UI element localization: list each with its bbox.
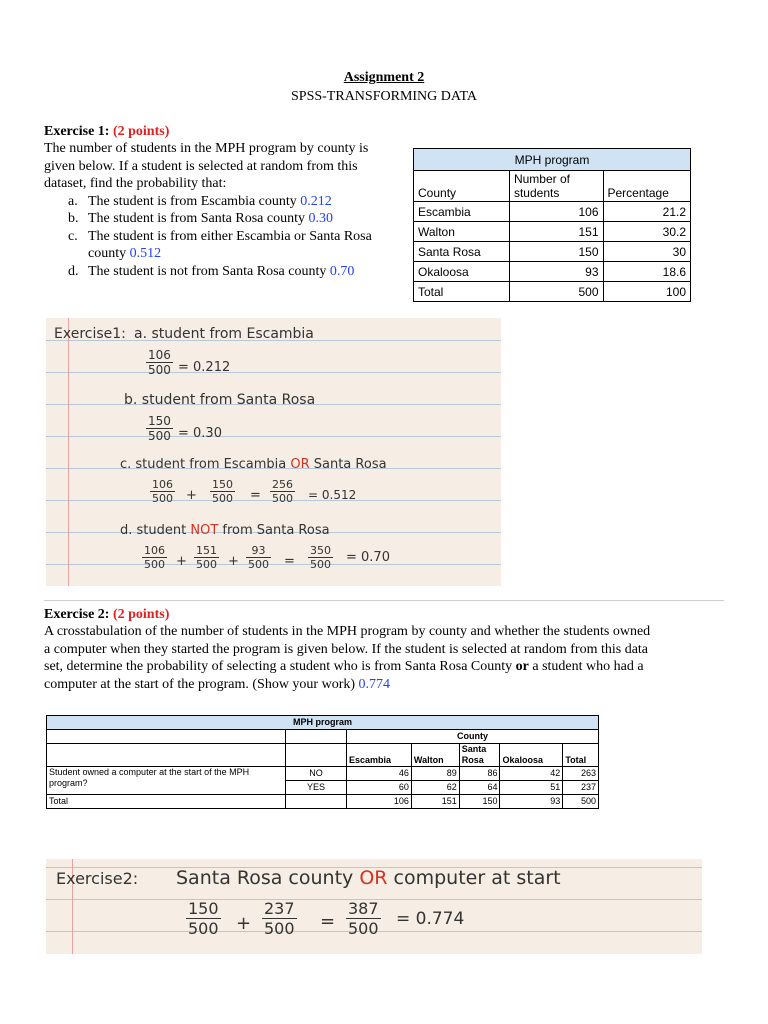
fraction	[146, 414, 173, 443]
or-text: OR	[290, 457, 310, 472]
text: Santa Rosa	[309, 457, 387, 472]
work-line	[176, 867, 561, 889]
equals-sign: =	[250, 488, 261, 503]
cell: 151	[509, 222, 603, 242]
table-row	[414, 282, 691, 302]
cell: 62	[411, 781, 459, 795]
numerator: 151	[196, 544, 217, 557]
fraction	[210, 478, 235, 505]
text: computer at start	[387, 867, 561, 889]
cell: 237	[563, 781, 599, 795]
work-label: Exercise2:	[56, 869, 139, 888]
denominator: 500	[310, 558, 331, 571]
header-number	[509, 171, 603, 202]
blank-cell	[286, 795, 347, 809]
denominator: 500	[144, 558, 165, 571]
question-letter: d.	[68, 263, 79, 279]
denominator: 500	[272, 492, 293, 505]
exercise-1-label: Exercise 1:	[44, 124, 110, 139]
question-letter: b.	[68, 211, 79, 226]
col-header: Escambia	[347, 744, 412, 767]
fraction	[150, 478, 175, 505]
assignment-title: Assignment 2	[343, 70, 425, 85]
or-text: or	[515, 659, 529, 674]
text: c. student from Escambia	[120, 457, 291, 472]
numerator: 350	[310, 544, 331, 557]
result: = 0.70	[346, 550, 390, 565]
denominator: 500	[196, 558, 217, 571]
prompt-line	[44, 658, 734, 676]
text: a student who had a	[528, 659, 644, 674]
table-row	[414, 202, 691, 222]
table-title: MPH program	[47, 716, 599, 730]
cell: 263	[563, 767, 599, 781]
plus-sign: +	[176, 554, 187, 569]
or-text: OR	[359, 867, 388, 889]
fraction	[146, 348, 173, 377]
work-label: Exercise1:	[54, 326, 126, 342]
work-line-d	[120, 523, 330, 538]
cell: 151	[411, 795, 459, 809]
exercise-1-section	[44, 124, 404, 280]
exercise-2-points: (2 points)	[112, 607, 170, 622]
text: Student owned a computer at the start of the MPH	[49, 767, 250, 777]
denominator: 500	[348, 919, 379, 938]
text: from Santa Rosa	[218, 523, 330, 538]
numerator: 150	[148, 414, 171, 428]
cell: 150	[509, 242, 603, 262]
answer-value: 0.70	[329, 263, 355, 279]
equals-sign: =	[320, 911, 336, 932]
fraction	[346, 899, 381, 938]
cell: Escambia	[414, 202, 510, 222]
intro-line: given below. If a student is selected at random from this	[44, 158, 358, 174]
question-text: The student is from either Escambia or Santa Rosa	[88, 228, 372, 244]
not-text: NOT	[190, 523, 219, 538]
cell: Walton	[414, 222, 510, 242]
cell: 30.2	[603, 222, 691, 242]
answer-value: 0.30	[308, 211, 333, 226]
cell: 500	[509, 282, 603, 302]
exercise-1-points: (2 points)	[112, 124, 170, 139]
cell: 46	[347, 767, 412, 781]
numerator: 106	[144, 544, 165, 557]
text: Santa Rosa county	[176, 867, 360, 889]
numerator: 150	[212, 478, 233, 491]
cell: Santa Rosa	[414, 242, 510, 262]
cell: 21.2	[603, 202, 691, 222]
exercise-1-intro	[44, 140, 404, 193]
question-c	[44, 228, 404, 263]
cell: 106	[347, 795, 412, 809]
fraction	[194, 544, 219, 571]
table-row	[47, 795, 599, 809]
col-header: Total	[563, 744, 599, 767]
fraction	[262, 899, 297, 938]
denominator: 500	[152, 492, 173, 505]
cell: 60	[347, 781, 412, 795]
fraction	[308, 544, 333, 571]
cell: 42	[500, 767, 563, 781]
work-line-b: b. student from Santa Rosa	[124, 392, 316, 408]
county-header: County	[347, 730, 599, 744]
prompt-line	[44, 676, 734, 694]
cell: Total	[414, 282, 510, 302]
exercise-2-label: Exercise 2:	[44, 607, 110, 622]
text: set, determine the probability of selecting a student who is from Santa Rosa County	[44, 659, 516, 674]
numerator: 106	[148, 348, 171, 362]
text: computer at the start of the program. (Show your work)	[44, 676, 356, 692]
blank-cell	[286, 744, 347, 767]
section-divider	[44, 600, 724, 601]
exercise-1-heading	[44, 124, 404, 140]
cell: 100	[603, 282, 691, 302]
text: Rosa	[461, 755, 484, 765]
question-text: county	[88, 246, 127, 261]
answer-value: 0.774	[358, 676, 391, 692]
prompt-line: A crosstabulation of the number of students in the MPH program by county and whether the students owned	[44, 624, 651, 639]
numerator: 93	[246, 544, 271, 558]
exercise-2-section	[44, 607, 734, 693]
plus-sign: +	[186, 488, 197, 503]
cell: 93	[509, 262, 603, 282]
cell: 30	[603, 242, 691, 262]
question-a	[44, 193, 404, 211]
header-text: Number of	[513, 172, 570, 186]
cell: Okaloosa	[414, 262, 510, 282]
result: = 0.212	[178, 360, 231, 375]
table-row	[414, 242, 691, 262]
exercise-1-questions	[44, 193, 404, 281]
cell: 500	[563, 795, 599, 809]
header-text: students	[513, 186, 560, 200]
table-row	[414, 222, 691, 242]
question-b	[44, 210, 404, 228]
intro-line: The number of students in the MPH program by county is	[44, 141, 369, 156]
header-percentage: Percentage	[603, 171, 691, 202]
question-text: The student is from Santa Rosa county	[88, 211, 305, 226]
cell: 64	[459, 781, 500, 795]
table-title: MPH program	[414, 149, 691, 171]
row-sub-label: YES	[286, 781, 347, 795]
result: = 0.30	[178, 426, 222, 441]
work-line-a: a. student from Escambia	[134, 326, 314, 342]
numerator: 237	[264, 899, 295, 918]
blank-cell	[286, 730, 347, 744]
denominator: 500	[264, 919, 295, 938]
cell: 86	[459, 767, 500, 781]
question-d	[44, 263, 404, 281]
question-letter: c.	[68, 228, 78, 244]
county-table	[413, 148, 691, 302]
table-row	[414, 262, 691, 282]
fraction	[270, 478, 295, 505]
fraction	[142, 544, 167, 571]
result: = 0.774	[396, 909, 465, 929]
cell: 93	[500, 795, 563, 809]
table-row	[47, 767, 599, 781]
crosstab-table	[46, 715, 599, 809]
row-label: Total	[47, 795, 286, 809]
result: = 0.512	[308, 488, 357, 502]
cell: 18.6	[603, 262, 691, 282]
row-label	[47, 767, 286, 795]
blank-cell	[47, 744, 286, 767]
exercise-2-handwritten-work	[46, 859, 702, 954]
numerator: 106	[152, 478, 173, 491]
denominator: 500	[188, 919, 219, 938]
text: program?	[49, 778, 88, 788]
col-header: Okaloosa	[500, 744, 563, 767]
prompt-line: a computer when they started the program is given below. If the student is selected at random from this data	[44, 641, 649, 657]
cell: 89	[411, 767, 459, 781]
equals-sign: =	[284, 554, 295, 569]
denominator: 500	[148, 363, 171, 377]
text: Santa	[461, 744, 487, 754]
exercise-2-prompt	[44, 623, 734, 693]
denominator: 500	[212, 492, 233, 505]
fraction	[186, 899, 221, 938]
col-header: Walton	[411, 744, 459, 767]
numerator: 150	[188, 899, 219, 918]
exercise-1-handwritten-work	[46, 318, 501, 586]
numerator: 387	[348, 899, 379, 918]
plus-sign: +	[228, 554, 239, 569]
exercise-2-heading	[44, 607, 734, 623]
cell: 106	[509, 202, 603, 222]
header-county: County	[414, 171, 510, 202]
assignment-subtitle: SPSS-TRANSFORMING DATA	[291, 89, 477, 104]
denominator: 500	[148, 429, 171, 443]
answer-value: 0.512	[129, 246, 162, 261]
question-text: The student is from Escambia county	[88, 193, 297, 209]
cell: 51	[500, 781, 563, 795]
fraction	[246, 544, 271, 571]
work-line-c	[120, 457, 387, 472]
denominator: 500	[248, 558, 269, 571]
numerator: 256	[272, 478, 293, 491]
plus-sign: +	[236, 913, 252, 934]
col-header	[459, 744, 500, 767]
cell: 150	[459, 795, 500, 809]
question-letter: a.	[68, 193, 78, 209]
blank-cell	[47, 730, 286, 744]
answer-value: 0.212	[300, 193, 332, 209]
text: d. student	[120, 523, 191, 538]
intro-line: dataset, find the probability that:	[44, 176, 227, 191]
row-sub-label: NO	[286, 767, 347, 781]
question-text: The student is not from Santa Rosa county	[88, 263, 327, 279]
